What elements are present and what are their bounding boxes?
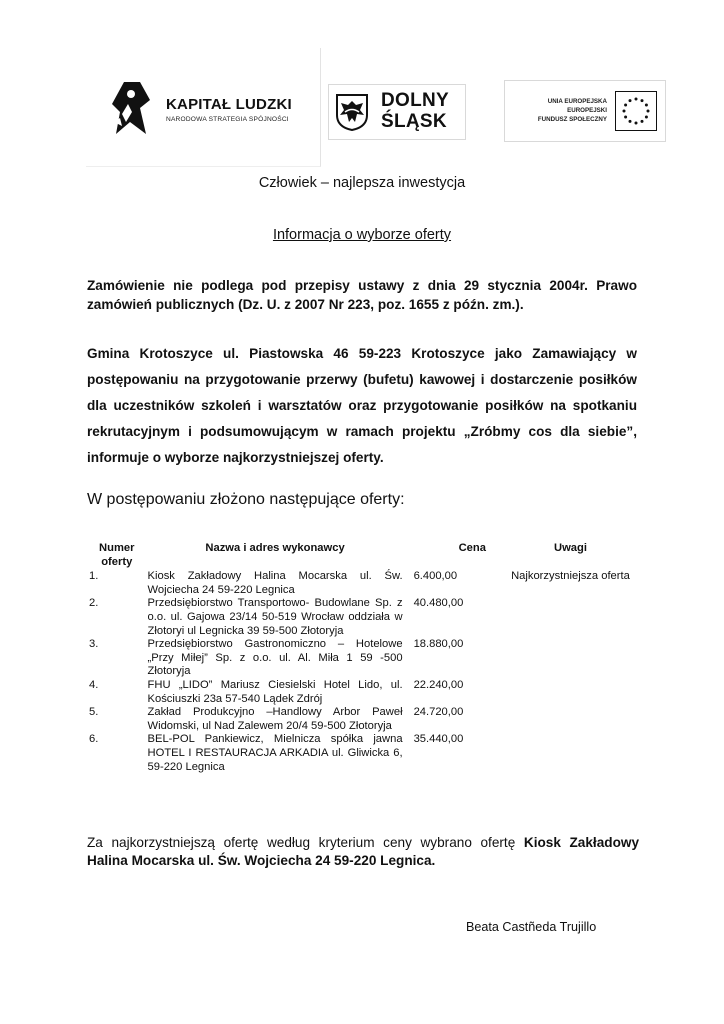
announcement: Gmina Krotoszyce ul. Piastowska 46 59-223 Krotoszyce jako Zamawiający w postępowaniu na przygotowanie przerwy (bufetu) kawowej i dostarczenie posiłków dla uczestników szkoleń i warsztatów oraz przygotowanie posiłków na spotkaniu rekrutacyjnym i podsumowującym w ramach projektu „Zróbmy cos dla siebie”, informuje o wyborze najkorzystniejszej oferty. <box>87 346 637 465</box>
winning-offer: Kiosk Zakładowy Halina Mocarska ul. Św. Wojciecha 24 59-220 Legnica. <box>87 835 640 868</box>
row-name: FHU „LIDO” Mariusz Ciesielski Hotel Lido, ul. Kościuszki 23a 57-540 Lądek Zdrój <box>147 678 403 705</box>
row-number: 1. <box>89 570 99 583</box>
signature: Beata Castñeda Trujillo <box>466 920 597 934</box>
row-price: 6.400,00 <box>413 570 458 583</box>
table-row <box>86 638 641 679</box>
document-title: Informacja o wyborze oferty <box>272 227 452 243</box>
slogan: Człowiek – najlepsza inwestycja <box>258 175 466 191</box>
header-number: Numer oferty <box>99 542 135 568</box>
row-number: 6. <box>89 733 99 746</box>
row-number: 5. <box>89 706 99 719</box>
row-name: BEL-POL Pankiewicz, Mielnicza spółka jawna HOTEL I RESTAURACJA ARKADIA ul. Gliwicka 6, 59-220 Legnica <box>147 733 403 773</box>
kapital-ludzki-figure-icon <box>110 78 152 138</box>
row-price: 18.880,00 <box>413 638 464 651</box>
row-name: Kiosk Zakładowy Halina Mocarska ul. Św. Wojciecha 24 59-220 Legnica <box>147 570 403 596</box>
row-name: Zakład Produkcyjno –Handlowy Arbor Paweł Widomski, ul Nad Zalewem 20/4 59-500 Złotoryja <box>147 706 403 732</box>
kapital-ludzki-title: KAPITAŁ LUDZKI <box>166 96 292 113</box>
row-notes <box>500 638 641 679</box>
row-number: 3. <box>89 638 99 651</box>
table-header-row <box>86 542 641 570</box>
dolny-slask-wordmark <box>381 90 449 132</box>
offers-intro: W postępowaniu złożono następujące oferty: <box>87 491 405 508</box>
header-name: Nazwa i adres wykonawcy <box>205 542 345 554</box>
eu-line1: UNIA EUROPEJSKA <box>547 98 607 105</box>
row-price: 22.240,00 <box>413 678 464 691</box>
row-price: 24.720,00 <box>413 706 464 719</box>
row-notes <box>500 679 641 706</box>
row-price: 35.440,00 <box>413 733 464 746</box>
row-price: 40.480,00 <box>413 597 464 610</box>
dolny-slask-line1: DOLNY <box>381 90 449 111</box>
table-row <box>86 570 641 597</box>
dolny-slask-line2: ŚLĄSK <box>381 111 447 132</box>
offers-table <box>86 542 641 774</box>
conclusion-prefix: Za najkorzystniejszą ofertę według kryterium ceny wybrano ofertę <box>87 835 524 850</box>
dolny-slask-logo <box>328 84 466 140</box>
eu-logo-text <box>538 97 607 124</box>
row-name: Przedsiębiorstwo Transportowo- Budowlane Sp. z o.o. ul. Gajowa 23/14 50-519 Wrocław oddziała w Złotoryi ul Legnicka 39 59-500 Złotoryja <box>147 597 403 637</box>
row-notes <box>500 706 641 733</box>
eu-logo <box>504 80 666 142</box>
row-notes <box>500 597 641 638</box>
row-number: 2. <box>89 597 99 610</box>
header-price: Cena <box>458 542 486 554</box>
table-row <box>86 706 641 733</box>
row-notes: Najkorzystniejsza oferta <box>511 570 630 583</box>
conclusion <box>87 834 639 870</box>
table-row <box>86 597 641 638</box>
table-row <box>86 733 641 774</box>
header-notes: Uwagi <box>553 542 587 554</box>
kapital-ludzki-subtitle: NARODOWA STRATEGIA SPÓJNOŚCI <box>166 116 289 123</box>
legal-note: Zamówienie nie podlega pod przepisy ustawy z dnia 29 stycznia 2004r. Prawo zamówień publicznych (Dz. U. z 2007 Nr 223, poz. 1655 z późn. zm.). <box>87 278 637 312</box>
row-notes <box>500 733 641 774</box>
row-name: Przedsiębiorstwo Gastronomiczno – Hotelowe „Przy Miłej” Sp. z o.o. ul. Al. Miła 1 59 -500 Złotoryja <box>147 638 403 678</box>
table-row <box>86 679 641 706</box>
kapital-ludzki-logo <box>86 48 321 167</box>
eu-line3: FUNDUSZ SPOŁECZNY <box>537 116 607 123</box>
eu-line2: EUROPEJSKI <box>567 107 607 114</box>
eu-flag-icon <box>615 91 657 131</box>
eagle-crest-icon <box>335 93 369 131</box>
row-number: 4. <box>89 678 99 691</box>
